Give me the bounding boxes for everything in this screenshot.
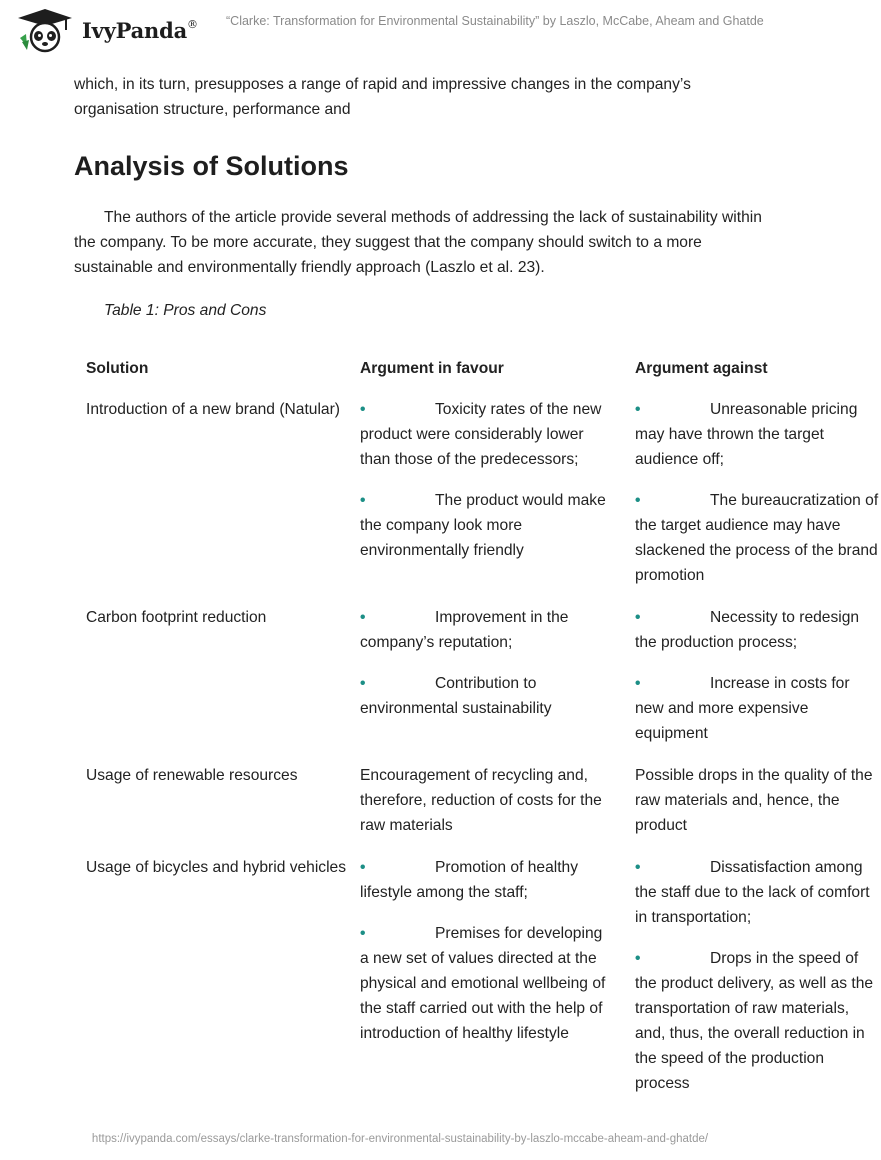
column-header-favour: Argument in favour: [360, 360, 504, 377]
column-header-against: Argument against: [635, 360, 768, 377]
pros-cons-table: [86, 356, 879, 1113]
table-header-row: [86, 356, 800, 397]
bullet-icon: •: [360, 859, 366, 876]
against-cell: [606, 605, 881, 746]
bullet-icon: •: [635, 950, 641, 967]
bullet-icon: •: [635, 609, 641, 626]
bullet-icon: •: [635, 859, 641, 876]
panda-logo-icon: [14, 8, 76, 52]
bullet-icon: •: [360, 492, 366, 509]
site-header: [0, 0, 800, 62]
list-item: • Unreasonable pricing may have thrown the target audience off;: [635, 397, 881, 472]
list-item: • Toxicity rates of the new product were considerably lower than those of the predecessors;: [360, 397, 606, 472]
list-item: • Increase in costs for new and more expensive equipment: [635, 671, 881, 746]
solution-cell: Carbon footprint reduction: [86, 609, 267, 626]
list-item: • The product would make the company look more environmentally friendly: [360, 488, 606, 563]
against-cell: Possible drops in the quality of the raw materials and, hence, the product: [635, 767, 873, 834]
bullet-icon: •: [635, 492, 641, 509]
bullet-icon: •: [360, 925, 366, 942]
section-heading: Analysis of Solutions: [74, 151, 349, 181]
bullet-icon: •: [360, 675, 366, 692]
running-title: “Clarke: Transformation for Environmental Sustainability” by Laszlo, McCabe, Aheam and Ghatde: [226, 14, 764, 28]
favour-cell: [360, 855, 606, 1096]
registered-mark: ®: [187, 17, 198, 31]
essay-content: [74, 72, 774, 336]
list-item: • Improvement in the company’s reputation;: [360, 605, 606, 655]
solution-cell: Usage of bicycles and hybrid vehicles: [86, 859, 347, 876]
body-paragraph: The authors of the article provide several methods of addressing the lack of sustainability within the company. To be more accurate, they suggest that the company should switch to a more sustainable and environmentally friendly approach (Laszlo et al. 23).: [74, 209, 762, 276]
list-item: • Drops in the speed of the product delivery, as well as the transportation of raw materials, and, thus, the overall reduction in the speed of the production process: [635, 946, 881, 1096]
intro-paragraph: which, in its turn, presupposes a range of rapid and impressive changes in the company’s organisation structure, performance and: [74, 76, 691, 118]
solution-cell: Usage of renewable resources: [86, 767, 298, 784]
favour-cell: Encouragement of recycling and, therefore, reduction of costs for the raw materials: [360, 767, 602, 834]
list-item: • The bureaucratization of the target audience may have slackened the process of the brand promotion: [635, 488, 881, 588]
bullet-icon: •: [635, 401, 641, 418]
table-row: [86, 763, 873, 855]
ivypanda-logo[interactable]: [14, 8, 198, 52]
favour-cell: [360, 397, 606, 588]
table-row: [86, 397, 879, 605]
table-caption: Table 1: Pros and Cons: [104, 302, 267, 319]
against-cell: [606, 397, 881, 588]
solution-cell: Introduction of a new brand (Natular): [86, 401, 340, 418]
source-url-link[interactable]: https://ivypanda.com/essays/clarke-transformation-for-environmental-sustainability-by-laszlo-mccabe-aheam-and-ghatde/: [91, 1133, 709, 1145]
bullet-icon: •: [360, 609, 366, 626]
favour-cell: [360, 605, 606, 746]
list-item: • Premises for developing a new set of values directed at the physical and emotional wellbeing of the staff carried out with the help of introduction of healthy lifestyle: [360, 921, 606, 1046]
table-row: [86, 605, 860, 763]
bullet-icon: •: [635, 675, 641, 692]
list-item: • Contribution to environmental sustainability: [360, 671, 606, 721]
table-row: [86, 855, 874, 1113]
against-cell: [606, 855, 881, 1096]
list-item: • Dissatisfaction among the staff due to the lack of comfort in transportation;: [635, 855, 881, 930]
logo-wordmark: IvyPanda®: [82, 17, 198, 43]
column-header-solution: Solution: [86, 360, 149, 377]
list-item: • Necessity to redesign the production process;: [635, 605, 881, 655]
bullet-icon: •: [360, 401, 366, 418]
list-item: • Promotion of healthy lifestyle among the staff;: [360, 855, 606, 905]
